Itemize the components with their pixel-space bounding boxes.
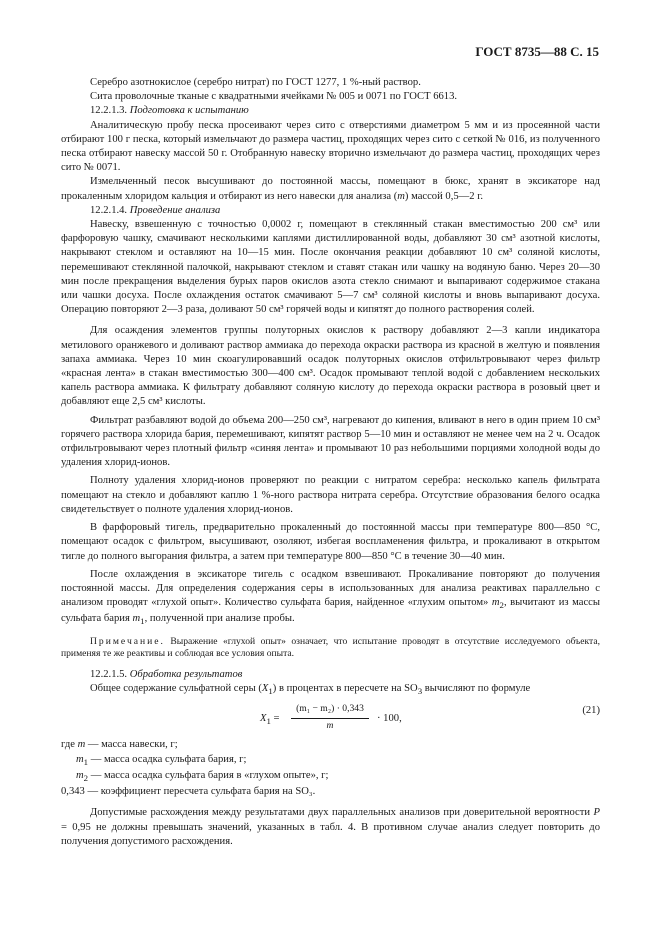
text-run: Измельченный песок высушивают до постоянной массы, помещают в бюкс, хранят в эксикаторе над прокаленным хлоридом кальция и отбирают из него навески для анализа ( [61, 176, 600, 202]
symbol-m: m [397, 190, 405, 202]
text-run: , полученной при анализе пробы. [144, 613, 295, 625]
def-symbol: m [76, 769, 84, 781]
definition-m2 [61, 769, 600, 785]
paragraph-analysis-5: В фарфоровый тигель, предварительно прокаленный до постоянной массы при температуре 800—850 °С, помещают осадок с фильтром, высушивают, озоляют, избегая воспламенения фильтра, и прокаливают в открытом тигле до полного выгорания фильтра, а затем при температуре 800—850 °С в течение 30—40 мин. [61, 522, 600, 562]
def-subscript: 2 [83, 773, 89, 784]
note-label: Примечание. [90, 635, 165, 647]
formula-number: (21) [582, 705, 600, 717]
symbol-m: m [132, 613, 141, 625]
symbol-p: P [593, 807, 600, 819]
def-subscript: 1 [83, 756, 89, 767]
def-text: — масса навески, г; [85, 739, 178, 751]
paragraph-drying [61, 175, 600, 203]
section-title: Проведение анализа [129, 204, 221, 216]
subscript: 2 [499, 600, 504, 611]
formula-tail: · 100, [377, 713, 402, 725]
formula-21 [61, 702, 600, 736]
subscript: 1 [140, 616, 145, 627]
definition-m [61, 738, 600, 752]
text-run: Допустимые расхождения между результатами двух параллельных анализов при доверительной вероятности [90, 807, 594, 819]
paragraph-calc-intro [61, 682, 600, 698]
paragraph-sieves: Сита проволочные тканые с квадратными ячейками № 005 и 0071 по ГОСТ 6613. [90, 91, 458, 103]
formula-symbol: X [260, 713, 267, 725]
document-body [61, 76, 600, 849]
symbol-x: X [261, 683, 269, 695]
def-symbol: m [76, 753, 84, 765]
paragraph-analysis-2: Для осаждения элементов группы полуторных окислов к раствору добавляют 2—3 капли индикатора метилового оранжевого и доливают раствор аммиака до перехода окраски раствора из красной в желтую и появления запаха аммиака. Через 10 мин скоагулировавший осадок полуторных окислов отфильтровывают через фильтр «красная лента» в стакан вместимостью 300—400 см³. Осадок промывают теплой водой с добавлением нескольких капель раствора аммиака. К фильтрату добавляют соляную кислоту до перехода окраски раствора в розовый цвет и добавляют еще 2,5 см³ кислоты. [61, 325, 600, 408]
section-title: Подготовка к испытанию [129, 105, 249, 117]
section-12-2-1-5-heading [61, 668, 600, 682]
text-run: ) в процентах в пересчете на SO [272, 683, 418, 695]
text-run: ) массой 0,5—2 г. [404, 190, 483, 202]
formula-equals: = [270, 713, 280, 725]
symbol-m: m [491, 597, 500, 609]
section-number: 12.2.1.3. [90, 105, 128, 117]
paragraph-sample-prep: Аналитическую пробу песка просеивают через сито с отверстиями диаметром 5 мм и из просеянной части отбирают 100 г песка, который измельчают до размера частиц, проходящих через сито с сеткой № 016, из полученного песка отбирают навеску массой 50 г. Отобранную навеску вторично измельчают до размера частиц, проходящих через сито № 0071. [61, 119, 600, 174]
page-header: ГОСТ 8735—88 С. 15 [475, 44, 599, 59]
section-number: 12.2.1.5. [90, 668, 128, 680]
text-run: , вычитают из массы сульфата бария [61, 597, 600, 625]
definitions-list [61, 738, 600, 799]
text-run: = 0,95 не должны превышать значений, указанных в табл. 4. В противном случае анализ следует повторить до получения допустимого расхождения. [61, 821, 600, 847]
def-symbol: m [77, 739, 86, 751]
paragraph-analysis-4: Полноту удаления хлорид-ионов проверяют по реакции с нитратом серебра: несколько капель фильтрата помещают на стекло и добавляют каплю 1 %-ного раствора нитрата серебра. Отсутствие образования белого осадка свидетельствует о полноте удаления хлорид-ионов. [61, 475, 600, 515]
text-run: Общее содержание сульфатной серы ( [90, 683, 262, 695]
def-text: — масса осадка сульфата бария, г; [88, 753, 247, 765]
section-12-2-1-4-heading [61, 204, 600, 218]
paragraph-analysis-1: Навеску, взвешенную с точностью 0,0002 г, помещают в стеклянный стакан вместимостью 200 см³ или фарфоровую чашку, смачивают несколькими каплями дистиллированной воды, добавляют 30 см³ азотной кислоты, накрывают стеклом и оставляют на 10—15 мин. После окончания реакции добавляют 10 см³ соляной кислоты, перемешивают стеклянной палочкой, накрывают стеклом и ставят стакан или чашку на водяную баню. Через 20—30 мин после прекращения выделения бурых паров окислов азота стекло снимают и выпаривают содержимое стакана или чашки досуха. После охлаждения остаток смачивают 5—7 см³ соляной кислоты и вновь выпаривают досуха. Операцию повторяют 2—3 раза, доливают 50 см³ горячей воды и кипятят до полного растворения солей. [61, 219, 600, 316]
paragraph-analysis-6 [61, 568, 600, 629]
subscript: 3 [417, 686, 423, 697]
subscript: 1 [268, 686, 273, 697]
formula-fraction [291, 702, 369, 732]
section-number: 12.2.1.4. [90, 204, 128, 216]
formula-subscript: 1 [266, 716, 271, 727]
note [61, 636, 600, 661]
formula-denominator: m [326, 719, 334, 731]
formula-lhs [260, 712, 280, 728]
note-text: Выражение «глухой опыт» означает, что испытание проводят в отсутствие исследуемого объекта, применяя те же реактивы и соблюдая все условия опыта. [61, 635, 600, 660]
paragraph-silver-nitrate: Серебро азотнокислое (серебро нитрат) по ГОСТ 1277, 1 %-ный раствор. [90, 77, 421, 88]
definition-m1 [61, 753, 600, 769]
text-run: вычисляют по формуле [422, 683, 531, 695]
section-title: Обработка результатов [129, 668, 243, 680]
paragraph-tolerance [61, 806, 600, 849]
text-run: где [61, 739, 78, 751]
def-symbol: 0,343 [61, 786, 85, 798]
def-text: — масса осадка сульфата бария в «глухом опыте», г; [88, 769, 329, 781]
text-run: После охлаждения в эксикаторе тигель с осадком взвешивают. Прокаливание повторяют до получения постоянной массы. Для определения содержания серы в использованных для анализа реактивах параллельно с анализом проводят «глухой опыт». Количество сульфата бария, найденное «глухим опытом» [61, 568, 600, 609]
def-text: — коэффициент пересчета сульфата бария на SO₃. [84, 786, 316, 798]
paragraph-analysis-3: Фильтрат разбавляют водой до объема 200—250 см³, нагревают до кипения, вливают в него в один прием 10 см³ горячего раствора хлорида бария, перемешивают, кипятят раствор 5—10 мин и оставляют не менее чем на 2 ч. Осадок отфильтровывают через плотный фильтр «синяя лента» и промывают 10 раз небольшими порциями холодной воды до удаления хлорид-ионов. [61, 414, 600, 469]
section-12-2-1-3-heading [61, 104, 600, 118]
definition-coefficient [61, 785, 600, 799]
formula-numerator: (m₁ − m₂) · 0,343 [291, 702, 369, 718]
